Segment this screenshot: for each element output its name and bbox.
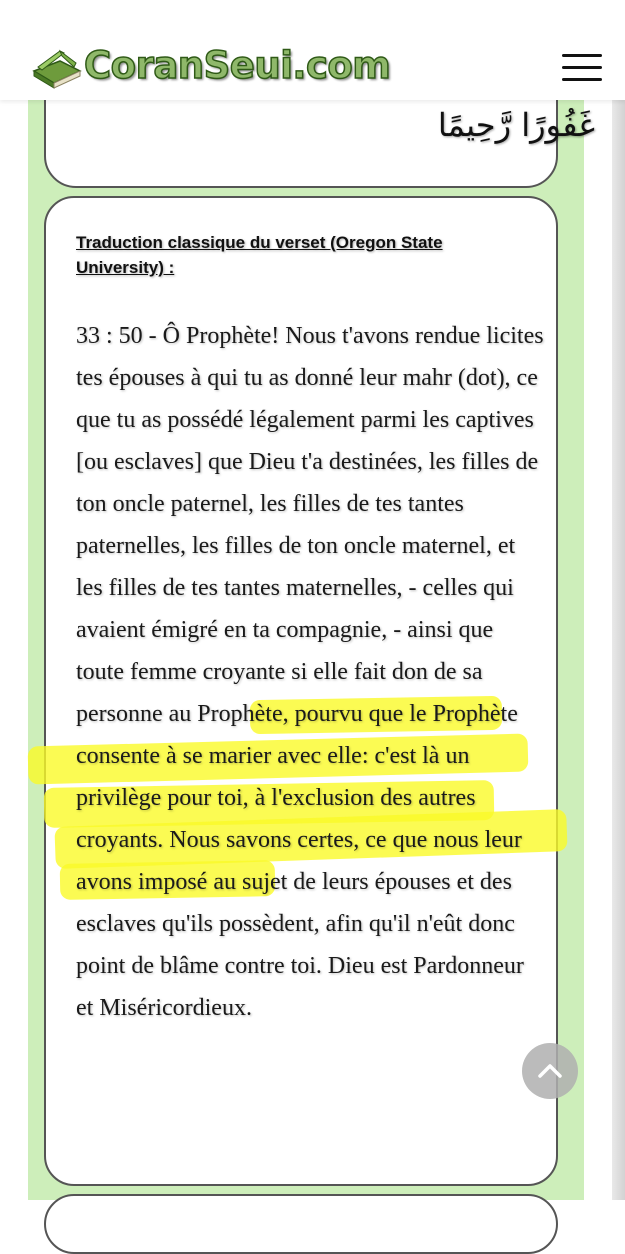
scroll-to-top-button[interactable] bbox=[522, 1043, 578, 1099]
scrollbar-track bbox=[612, 70, 625, 1200]
logo-text: CoranSeui.com bbox=[84, 43, 391, 87]
arabic-verse-text: غَفُورًا رَّحِيمًا bbox=[437, 106, 595, 144]
next-card bbox=[44, 1194, 558, 1254]
site-header bbox=[0, 0, 625, 100]
translation-title: Traduction classique du verset (Oregon State University) : bbox=[76, 233, 443, 277]
chevron-up-icon bbox=[537, 1063, 563, 1079]
book-icon bbox=[30, 41, 82, 89]
verse-translation-text: 33 : 50 - Ô Prophète! Nous t'avons rendue licites tes épouses à qui tu as donné leur mahr (dot), ce que tu as possédé légalement parmi les captives [ou esclaves] que Dieu t'a destinées, les filles de ton oncle paternel, les filles de tes tantes paternelles, les filles de ton oncle maternel, et les filles de tes tantes maternelles, - celles qui avaient émigré en ta compagnie, - ainsi que toute femme croyante si elle fait don de sa personne au Prophète, pourvu que le Prophète consente à se marier avec elle: c'est là un privilège pour toi, à l'exclusion des autres croyants. Nous savons certes, ce que nous leur avons imposé au sujet de leurs épouses et des esclaves qu'ils possèdent, afin qu'il n'eût donc point de blâme contre toi. Dieu est Pardonneur et Miséricordieux. bbox=[76, 323, 544, 1021]
hamburger-menu-icon[interactable] bbox=[560, 50, 604, 84]
site-logo[interactable] bbox=[30, 40, 390, 90]
